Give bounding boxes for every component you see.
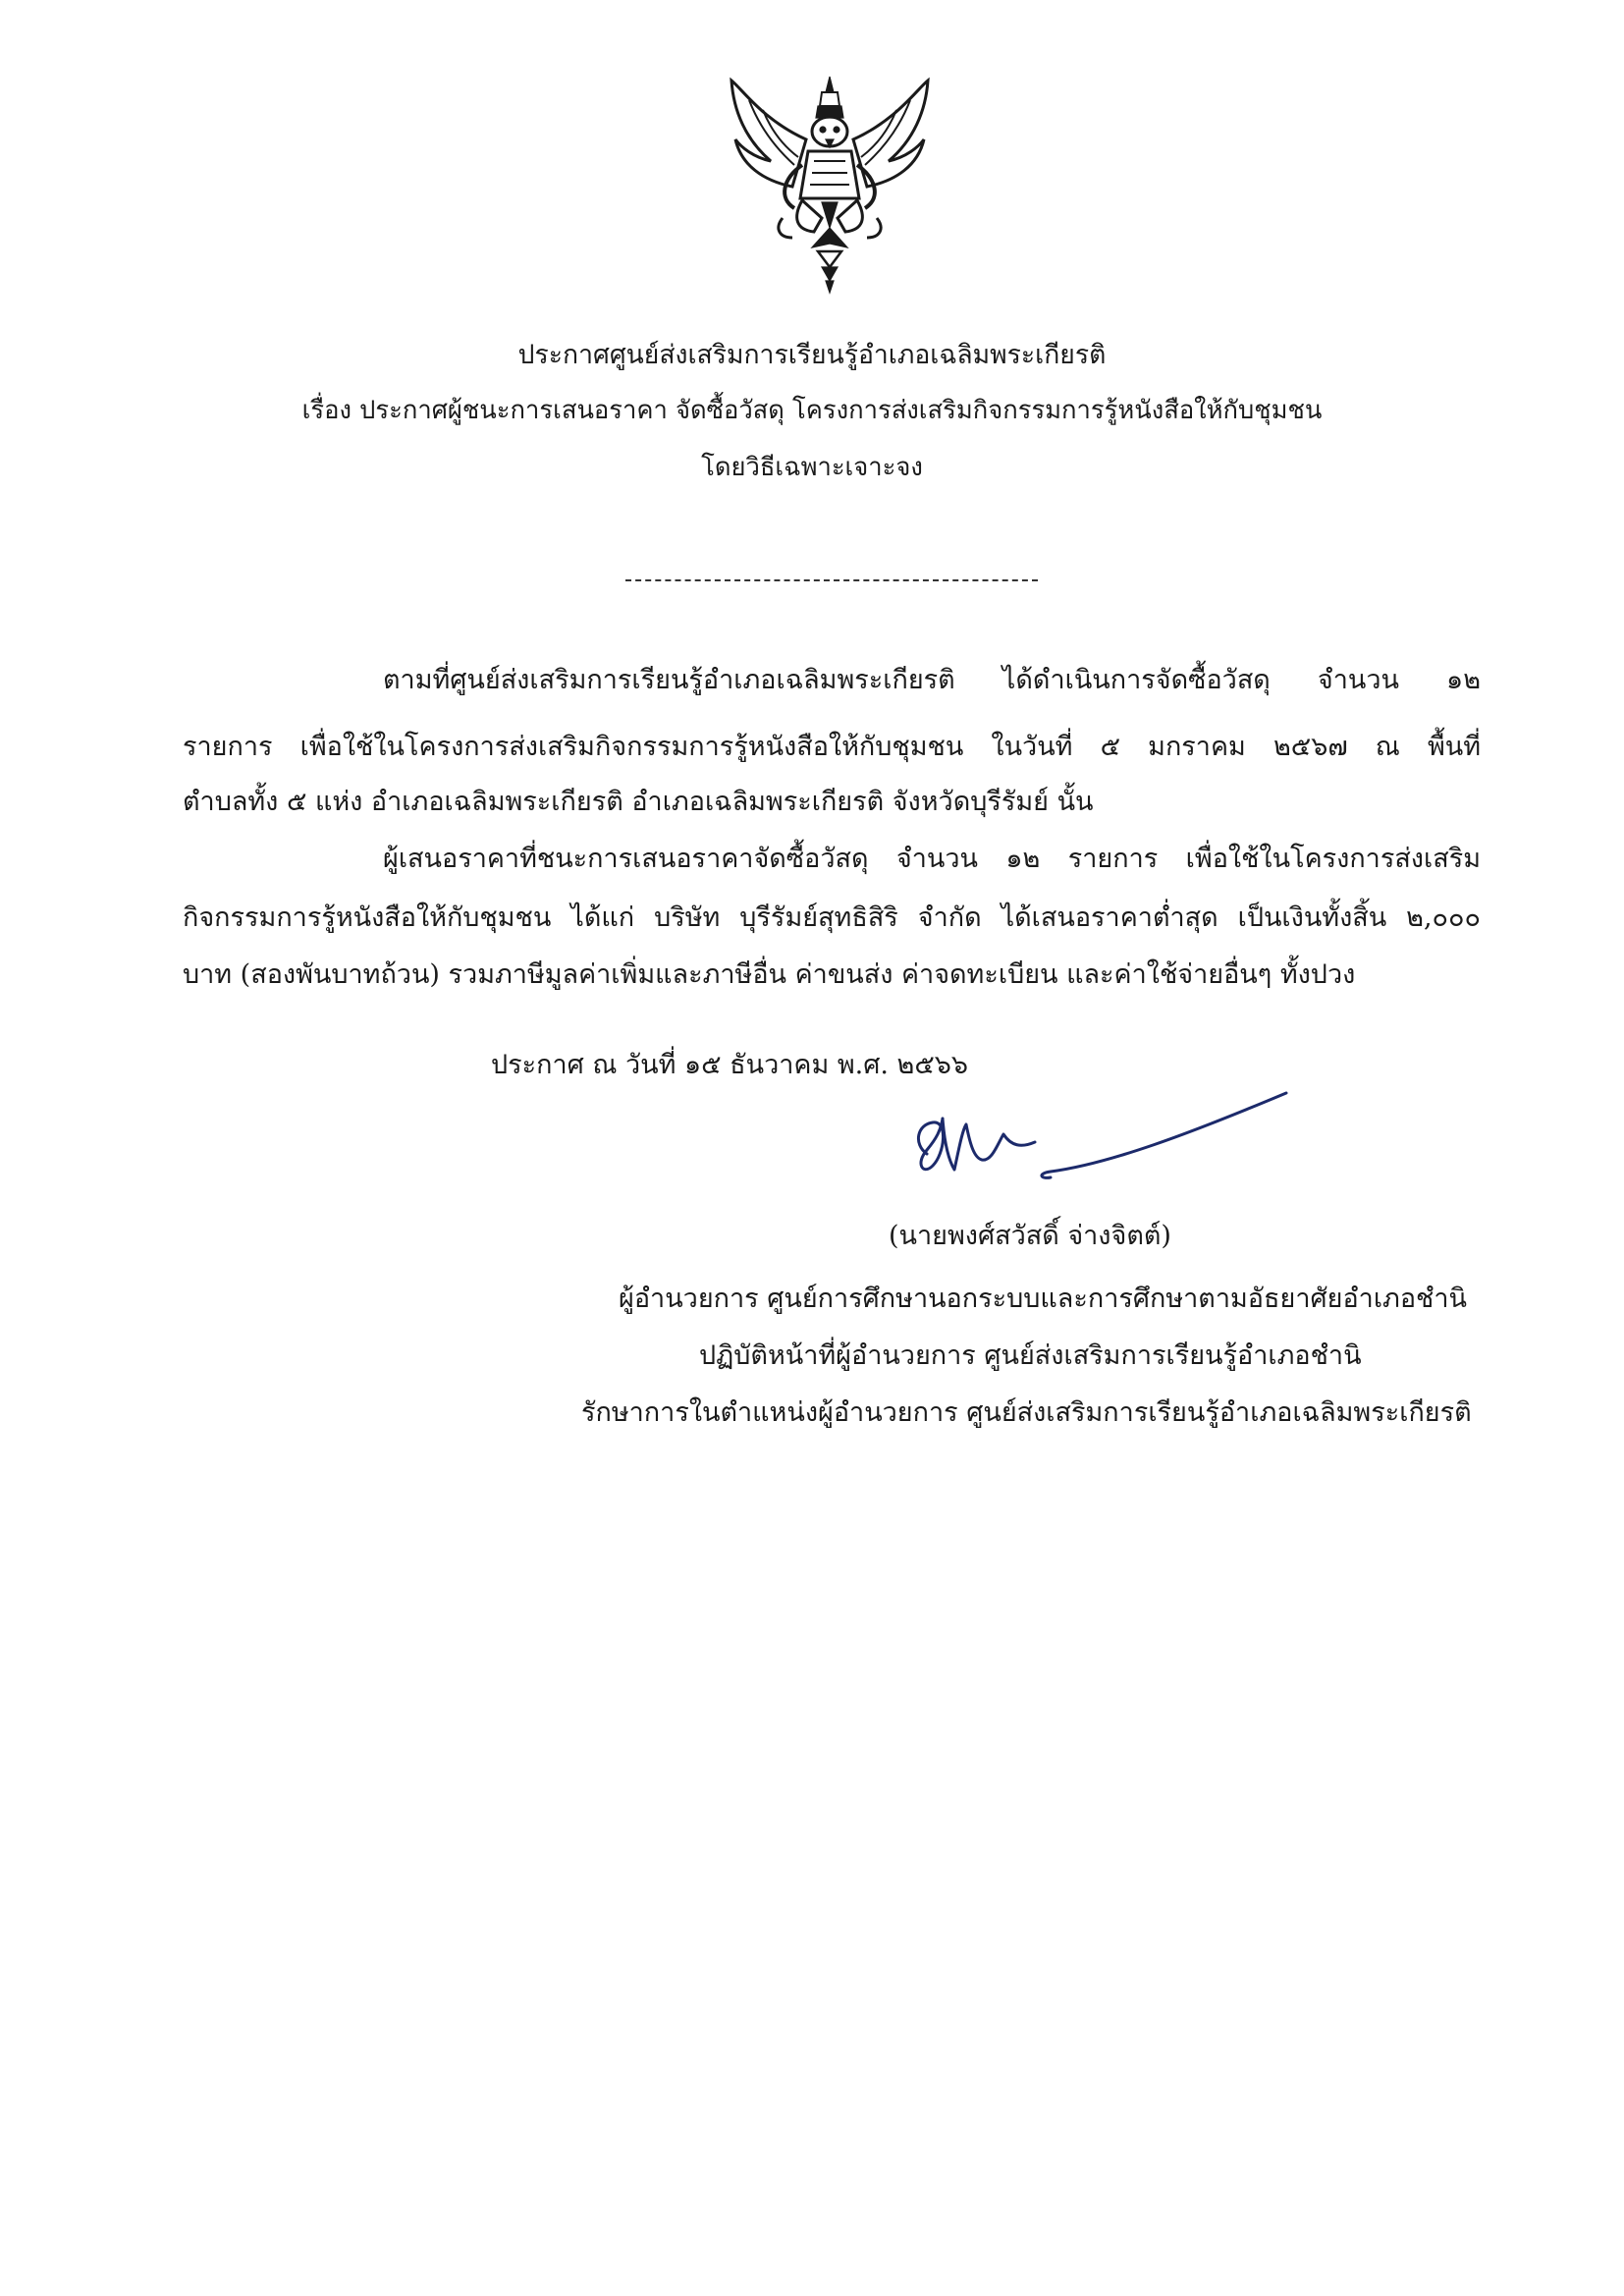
title-divider — [625, 579, 1038, 581]
paragraph-2-line-1: ผู้เสนอราคาที่ชนะการเสนอราคาจัดซื้อวัสดุ จำนวน ๑๒ รายการ เพื่อใช้ในโครงการส่งเสริม — [383, 844, 1481, 874]
signatory-position-1: ผู้อำนวยการ ศูนย์การศึกษานอกระบบและการศึกษาตามอัธยาศัยอำเภอชำนิ — [619, 1284, 1467, 1314]
procurement-method: โดยวิธีเฉพาะเจาะจง — [701, 453, 923, 482]
signatory-position-2: ปฏิบัติหน้าที่ผู้อำนวยการ ศูนย์ส่งเสริมการเรียนรู้อำเภอชำนิ — [699, 1340, 1362, 1371]
announcement-subject: เรื่อง ประกาศผู้ชนะการเสนอราคา จัดซื้อวัสดุ โครงการส่งเสริมกิจกรรมการรู้หนังสือให้กับชุมชน — [301, 396, 1323, 425]
handwritten-signature — [893, 1075, 1296, 1203]
announcement-date: ประกาศ ณ วันที่ ๑๕ ธันวาคม พ.ศ. ๒๕๖๖ — [491, 1050, 969, 1080]
announcement-title: ประกาศศูนย์ส่งเสริมการเรียนรู้อำเภอเฉลิมพระเกียรติ — [517, 340, 1107, 370]
garuda-emblem-icon — [724, 71, 936, 299]
signatory-name: (นายพงศ์สวัสดิ์ จ่างจิตต์) — [889, 1221, 1171, 1251]
signatory-position-3: รักษาการในตำแหน่งผู้อำนวยการ ศูนย์ส่งเสริมการเรียนรู้อำเภอเฉลิมพระเกียรติ — [581, 1397, 1472, 1428]
paragraph-1-line-3: ตำบลทั้ง ๕ แห่ง อำเภอเฉลิมพระเกียรติ อำเภอเฉลิมพระเกียรติ จังหวัดบุรีรัมย์ นั้น — [183, 787, 1094, 817]
paragraph-1-line-1: ตามที่ศูนย์ส่งเสริมการเรียนรู้อำเภอเฉลิมพระเกียรติ ได้ดำเนินการจัดซื้อวัสดุ จำนวน ๑๒ — [383, 665, 1481, 695]
paragraph-2-line-2: กิจกรรมการรู้หนังสือให้กับชุมชน ได้แก่ บริษัท บุรีรัมย์สุทธิสิริ จำกัด ได้เสนอราคาต่ำสุด เป็นเงินทั้งสิ้น ๒,๐๐๐ — [183, 902, 1481, 933]
paragraph-1-line-2: รายการ เพื่อใช้ในโครงการส่งเสริมกิจกรรมการรู้หนังสือให้กับชุมชน ในวันที่ ๕ มกราคม ๒๕๖๗ ณ พื้นที่ — [183, 732, 1481, 762]
paragraph-2-line-3: บาท (สองพันบาทถ้วน) รวมภาษีมูลค่าเพิ่มและภาษีอื่น ค่าขนส่ง ค่าจดทะเบียน และค่าใช้จ่ายอื่นๆ ทั้งปวง — [183, 959, 1356, 990]
